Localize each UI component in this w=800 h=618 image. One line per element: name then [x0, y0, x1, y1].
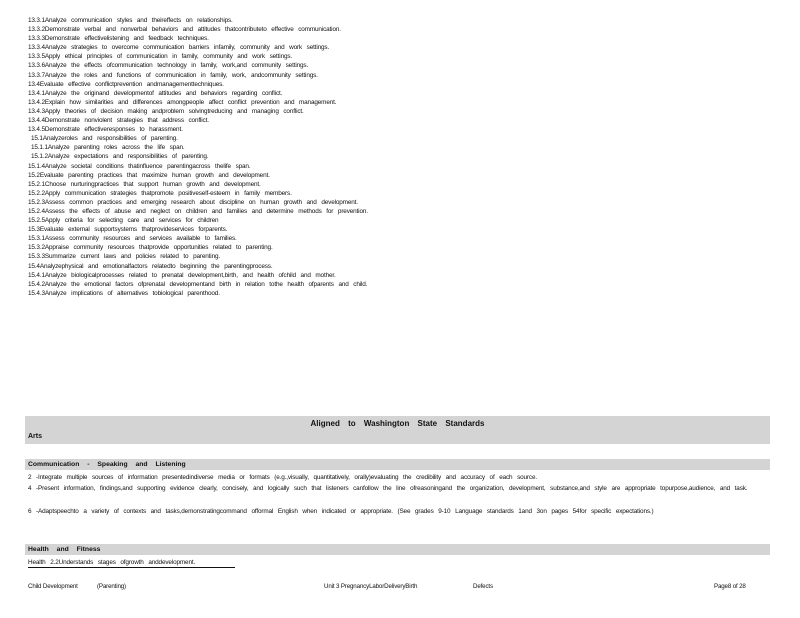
standard-line: 15.3.1Assess community resources and services available to families.: [28, 235, 237, 243]
standard-line: 13.4.3Apply theories of decision making andproblem solvingtreducing and managing conflict.: [28, 107, 304, 115]
standard-line: 13.3.4Analyze strategies to overcome communication barriers infamily, community and work settings.: [28, 44, 330, 52]
communication-header: [25, 459, 770, 470]
health-header: [25, 544, 770, 555]
standard-line: 13.3.5Apply ethical principles of communication in family, community and work settings.: [28, 53, 293, 61]
standard-line: 13.4.4Demonstrate nonviolent strategies that address conflict.: [28, 117, 209, 125]
communication-heading: Communication - Speaking and Listening: [28, 461, 186, 468]
standard-line: 15.2.4Assess the effects of abuse and neglect on children and families and determine methods for prevention.: [28, 207, 368, 215]
standard-line: 13.4Evaluate effective conflictprevention andmanagementtechniques.: [28, 80, 224, 88]
footer-defects: Defects: [473, 583, 493, 590]
communication-item: 2 -Integrate multiple sources of information presentedindiverse media or formats (e.g.,visually, quantitatively, orally)evaluating the credibility and accuracy of each source.: [28, 474, 537, 481]
standard-line: 15.2.2Apply communication strategies thatpromote positiveself-esteem in family members.: [28, 189, 292, 197]
standard-line: 15.4.3Analyze implications of alternatives tobiological parenthood.: [28, 289, 220, 297]
footer-course: Child Development: [28, 583, 78, 590]
health-heading: Health and Fitness: [28, 546, 101, 553]
standard-line: 13.3.2Demonstrate verbal and nonverbal behaviors and attitudes thatcontributeto effective communication.: [28, 26, 341, 34]
communication-item: 6 -Adaptspeechto a variety of contexts and tasks,demonstratingcommand offormal English when indicated or appropriate. (See grades 9-10 Language standards 1and 3on pages 54for specific expectations.): [28, 508, 654, 515]
standard-line: 15.2.1Choose nurturingpractices that support human growth and development.: [28, 180, 261, 188]
footer-unit: Unit 3 PregnancyLaborDeliveryBirth: [324, 583, 418, 590]
standard-line: 15.2Evaluate parenting practices that maximize human growth and development.: [28, 171, 270, 179]
standard-line: 13.3.3Demonstrate effectivelistening and feedback techniques.: [28, 35, 209, 43]
standard-line: 15.4Analyzephysical and emotionalfactors relatedto beginning the parentingprocess.: [28, 262, 273, 270]
footer-topic: (Parenting): [97, 583, 126, 590]
aligned-standards-header: [25, 416, 770, 444]
health-item: Health 2.2Understands stages ofgrowth anddevelopment.: [28, 559, 235, 568]
standards-list: [28, 16, 770, 298]
standard-line: 13.4.1Analyze the originand developmentof attitudes and behaviors regarding conflict.: [28, 89, 283, 97]
aligned-heading: Aligned to Washington State Standards: [310, 419, 485, 428]
standard-line: 13.4.2Explain how similarities and differences amongpeople affect conflict prevention and management.: [28, 98, 337, 106]
standard-line: 15.1.1Analyze parenting roles across the life span.: [31, 144, 185, 152]
standard-line: 15.1.4Analyze societal conditions thatinfluence parentingacross thelife span.: [28, 162, 251, 170]
standard-line: 15.4.2Analyze the emotional factors ofprenatal developmentand birth in relation tothe health ofparents and child.: [28, 280, 368, 288]
communication-item: 4 -Present information, findings,and supporting evidence clearly, concisely, and logically such that listeners canfollow the line ofreasoningand the organization, development, substance,and style are appropriate topurpose,audience, and task.: [28, 485, 748, 492]
standard-line: 13.3.7Analyze the roles and functions of communication in family, work, andcommunity settings.: [28, 71, 318, 79]
standard-line: 13.3.6Analyze the effects ofcommunication technology in family, work,and community settings.: [28, 62, 309, 70]
standard-line: 15.4.1Analyze biologicalprocesses related to prenatal development,birth, and health ofchild and mother.: [28, 271, 336, 279]
standard-line: 15.2.5Apply criteria for selecting care and services for children: [28, 217, 219, 225]
standard-line: 15.3Evaluate external supportsystems thatprovideservices forparents.: [28, 226, 228, 234]
standard-line: 13.3.1Analyze communication styles and theireffects on relationships.: [28, 17, 233, 24]
standard-line: 15.2.3Assess common practices and emerging research about discipline on human growth and development.: [28, 198, 358, 206]
standard-line: 15.3.3Summarize current laws and policies related to parenting.: [28, 253, 221, 261]
standard-line: 15.1.2Analyze expectations and responsibilities of parenting.: [31, 153, 209, 161]
arts-label: Arts: [28, 433, 43, 440]
standard-line: 13.4.5Demonstrate effectiveresponses to harassment.: [28, 126, 183, 134]
standard-line: 15.1Analyzeroles and responsibilities of parenting.: [31, 135, 178, 143]
standard-line: 15.3.2Appraise community resources thatprovide opportunities related to parenting.: [28, 244, 273, 252]
footer-page-number: Page8 of 28: [714, 583, 746, 590]
